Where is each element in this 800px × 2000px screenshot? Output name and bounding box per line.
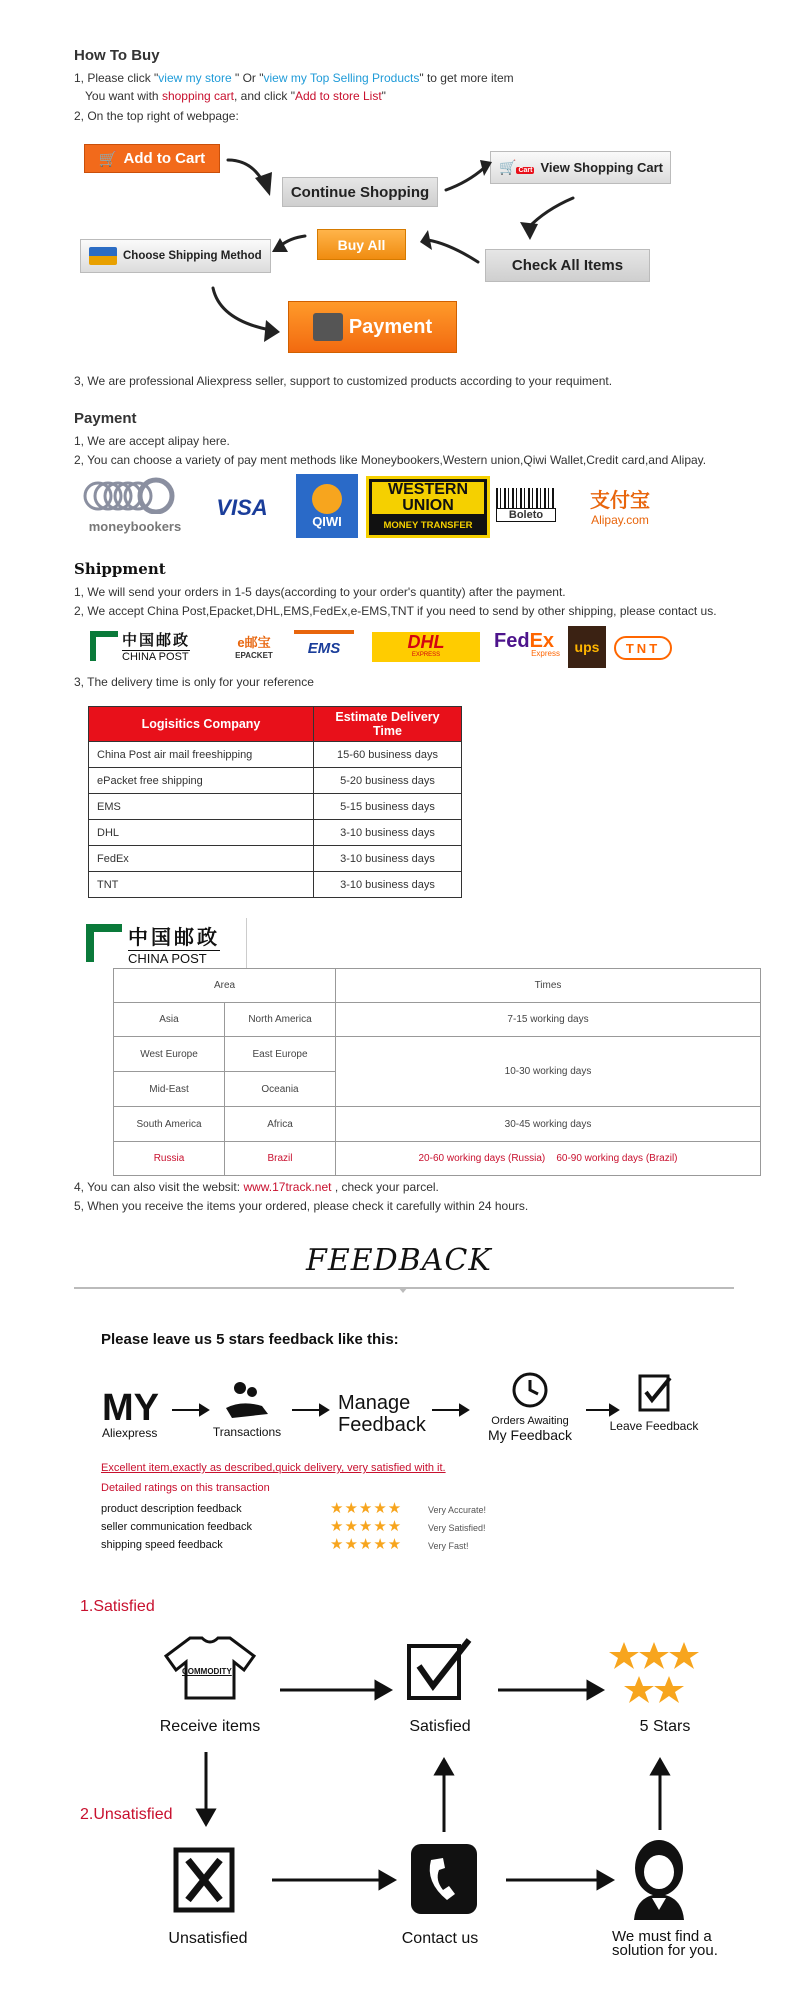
- china-post-times-table: [113, 968, 761, 1176]
- arrow-2: [446, 168, 484, 190]
- table-header: Times: [336, 969, 761, 1003]
- text: " Or ": [231, 71, 264, 85]
- table-row: [89, 742, 462, 768]
- ems-logo: EMS: [294, 630, 354, 662]
- table-header-row: [89, 707, 462, 742]
- arrow-3: [528, 198, 573, 228]
- table-row: [114, 1107, 761, 1142]
- arrow-6: [213, 288, 270, 330]
- label: Alipay.com: [591, 513, 649, 527]
- qiwi-logo: [296, 474, 358, 538]
- table-cell: Mid-East: [114, 1072, 225, 1107]
- feedback-step-arrows: [0, 1395, 800, 1425]
- table-cell: South America: [114, 1107, 225, 1142]
- text: , check your parcel.: [331, 1180, 439, 1194]
- text: You want with: [85, 89, 162, 103]
- epacket-logo: [224, 632, 284, 664]
- label: MONEY TRANSFER: [383, 520, 473, 531]
- label: EXPRESS: [411, 652, 441, 658]
- table-cell: ePacket free shipping: [89, 768, 314, 794]
- commodity-label: COMMODITY: [182, 1667, 232, 1676]
- rating-result: Very Fast!: [428, 1541, 469, 1551]
- rating-label: seller communication feedback: [101, 1521, 253, 1533]
- rating-label: product description feedback: [101, 1503, 242, 1515]
- table-cell: 10-30 working days: [336, 1037, 761, 1107]
- label: CHINA POST: [128, 950, 220, 966]
- china-post-emblem-icon: [86, 924, 122, 962]
- table-cell: 5-20 business days: [314, 768, 462, 794]
- cart-icon: 🛒 Cart: [499, 159, 533, 175]
- label: UNION: [372, 498, 484, 514]
- label: MY: [102, 1387, 159, 1429]
- divider-notch-icon: [398, 1287, 408, 1293]
- table-row: [89, 820, 462, 846]
- label: Fed: [494, 630, 530, 652]
- text: 4, You can also visit the websit:: [74, 1180, 244, 1194]
- table-cell: DHL: [89, 820, 314, 846]
- cart-badge: Cart: [518, 167, 533, 174]
- table-cell: East Europe: [225, 1037, 336, 1072]
- rating-result: Very Satisfied!: [428, 1523, 486, 1533]
- table-header: Area: [114, 969, 336, 1003]
- shipment-line-4: [74, 1180, 439, 1194]
- how-to-buy-line-4: 3, We are professional Aliexpress seller, support to customized products according to your requiment.: [74, 374, 613, 388]
- solution-label: We must find a solution for you.: [612, 1928, 718, 1959]
- label: Feedback: [338, 1414, 426, 1436]
- how-to-buy-line-3: 2, On the top right of webpage:: [74, 109, 239, 123]
- table-cell: Oceania: [225, 1072, 336, 1107]
- label: Aliexpress: [102, 1426, 158, 1440]
- label: 中国邮政: [128, 926, 220, 949]
- moneybookers-logo: [80, 476, 190, 536]
- 17track-link[interactable]: www.17track.net: [243, 1180, 332, 1194]
- table-row: [89, 872, 462, 898]
- unsatisfied-title: 2.Unsatisfied: [80, 1806, 173, 1823]
- rating-result: Very Accurate!: [428, 1505, 487, 1515]
- table-cell: 3-10 business days: [314, 846, 462, 872]
- contact-us-label: Contact us: [401, 1930, 479, 1947]
- label: DHL: [407, 632, 445, 652]
- text: " to get more item: [419, 71, 514, 85]
- shipment-line-3: 3, The delivery time is only for your reference: [74, 675, 314, 689]
- table-row: [114, 1142, 761, 1176]
- text: ": [381, 89, 386, 103]
- payment-title: Payment: [74, 410, 137, 427]
- table-cell: 3-10 business days: [314, 820, 462, 846]
- fedex-logo: [494, 630, 560, 664]
- western-union-logo: [366, 476, 490, 538]
- arrow-head-3: [520, 222, 538, 240]
- table-header: Estimate Delivery Time: [314, 707, 462, 742]
- table-cell: North America: [225, 1003, 336, 1037]
- table-cell: 30-45 working days: [336, 1107, 761, 1142]
- label: Boleto: [496, 508, 556, 522]
- table-cell: 15-60 business days: [314, 742, 462, 768]
- table-cell: 3-10 business days: [314, 872, 462, 898]
- qiwi-circle-icon: [312, 484, 342, 514]
- feedback-subtitle: Please leave us 5 stars feedback like this:: [101, 1331, 399, 1348]
- table-cell: 7-15 working days: [336, 1003, 761, 1037]
- table-cell: FedEx: [89, 846, 314, 872]
- table-row: [114, 1003, 761, 1037]
- label: My Feedback: [487, 1427, 573, 1443]
- boleto-logo: [496, 488, 556, 524]
- label: QIWI: [312, 513, 342, 529]
- label: Transactions: [212, 1425, 282, 1439]
- label: View Shopping Cart: [540, 160, 664, 175]
- steps-arrows: [0, 0, 800, 360]
- add-to-store-list-text: Add to store List: [294, 89, 382, 103]
- table-cell: Russia: [114, 1142, 225, 1176]
- stars-icon: ★★★★★: [330, 1536, 403, 1553]
- check-all-items-button[interactable]: Check All Items: [485, 249, 650, 282]
- excellent-comment: Excellent item,exactly as described,quick delivery, very satisfied with it.: [101, 1462, 446, 1474]
- text: 1, Please click ": [74, 71, 159, 85]
- table-row: [89, 846, 462, 872]
- arrow-head-5: [272, 238, 288, 252]
- feedback-title: FEEDBACK: [306, 1243, 492, 1278]
- label: 中国邮政: [122, 632, 191, 649]
- label: 支付宝: [590, 490, 650, 512]
- shipment-title: Shippment: [74, 560, 166, 578]
- payment-line-1: 1, We are accept alipay here.: [74, 434, 230, 448]
- table-row: [89, 768, 462, 794]
- table-row: [114, 1037, 761, 1072]
- stars-icon: ★★★★★: [330, 1500, 403, 1517]
- how-to-buy-title: How To Buy: [74, 47, 160, 64]
- satisfied-title: 1.Satisfied: [80, 1598, 155, 1615]
- table-cell: West Europe: [114, 1037, 225, 1072]
- ups-logo: ups: [568, 626, 606, 668]
- label: Choose Shipping Method: [123, 250, 262, 262]
- table-cell: 5-15 business days: [314, 794, 462, 820]
- table-cell: China Post air mail freeshipping: [89, 742, 314, 768]
- alipay-logo: [580, 484, 660, 528]
- label: CHINA POST: [122, 651, 189, 663]
- visa-logo: VISA: [216, 495, 268, 520]
- table-cell: Africa: [225, 1107, 336, 1142]
- table-row: [89, 794, 462, 820]
- shipment-line-5: 5, When you receive the items your ordered, please check it carefully within 24 hours.: [74, 1199, 529, 1213]
- label: Payment: [348, 315, 433, 338]
- table-header: Logisitics Company: [89, 707, 314, 742]
- arrow-head-6: [264, 320, 280, 342]
- label: Ex: [529, 630, 555, 652]
- satisfied-label: Satisfied: [409, 1718, 471, 1735]
- label: e邮宝: [237, 635, 271, 650]
- receive-items-label: Receive items: [159, 1718, 261, 1735]
- arrow-4: [428, 240, 478, 262]
- china-post-emblem-icon: [90, 631, 118, 661]
- label: Leave Feedback: [609, 1419, 699, 1433]
- china-post-logo: [90, 628, 210, 664]
- shopping-cart-text: shopping cart: [161, 89, 234, 103]
- tnt-logo: TNT: [614, 636, 672, 660]
- rating-label: shipping speed feedback: [101, 1539, 223, 1551]
- flow-arrows: [0, 1600, 800, 1940]
- arrow-1: [228, 160, 262, 180]
- detailed-ratings-title: Detailed ratings on this transaction: [101, 1482, 270, 1494]
- cart-icon: 🛒: [98, 150, 118, 168]
- table-cell: EMS: [89, 794, 314, 820]
- label: EPACKET: [235, 651, 273, 660]
- table-cell: 20-60 working days (Russia) 60-90 working days (Brazil): [336, 1142, 761, 1176]
- label: Add to Cart: [123, 150, 206, 167]
- top-selling-link[interactable]: view my Top Selling Products: [263, 71, 420, 85]
- continue-shopping-button[interactable]: Continue Shopping: [282, 177, 438, 207]
- buy-all-button[interactable]: Buy All: [317, 229, 406, 260]
- label: Express: [531, 649, 560, 658]
- arrow-5: [280, 236, 305, 246]
- moneybookers-rings-icon: [80, 476, 190, 514]
- dhl-logo: [372, 632, 480, 662]
- table-cell: TNT: [89, 872, 314, 898]
- five-stars-label: 5 Stars: [639, 1718, 691, 1735]
- label: moneybookers: [88, 519, 182, 534]
- label: Orders Awaiting: [491, 1415, 569, 1427]
- barcode-icon: [496, 488, 556, 508]
- table-header-row: [114, 969, 761, 1003]
- unsatisfied-label: Unsatisfied: [168, 1930, 248, 1947]
- payment-line-2: 2, You can choose a variety of pay ment methods like Moneybookers,Western union,Qiwi Wallet,Credit card,and Alipay.: [74, 453, 707, 467]
- shipment-line-2: 2, We accept China Post,Epacket,DHL,EMS,FedEx,e-EMS,TNT if you need to send by other shipping, please contact us.: [74, 604, 717, 618]
- stars-icon: ★★★★★: [330, 1518, 403, 1535]
- label: WESTERN: [372, 482, 484, 498]
- logistics-table: [88, 706, 462, 898]
- label: Manage: [338, 1392, 411, 1414]
- china-post-logo-large: [86, 918, 247, 968]
- table-cell: Brazil: [225, 1142, 336, 1176]
- table-cell: Asia: [114, 1003, 225, 1037]
- shipment-line-1: 1, We will send your orders in 1-5 days(according to your order's quantity) after the payment.: [74, 585, 566, 599]
- view-store-link[interactable]: view my store: [158, 71, 232, 85]
- text: , and click ": [234, 89, 295, 103]
